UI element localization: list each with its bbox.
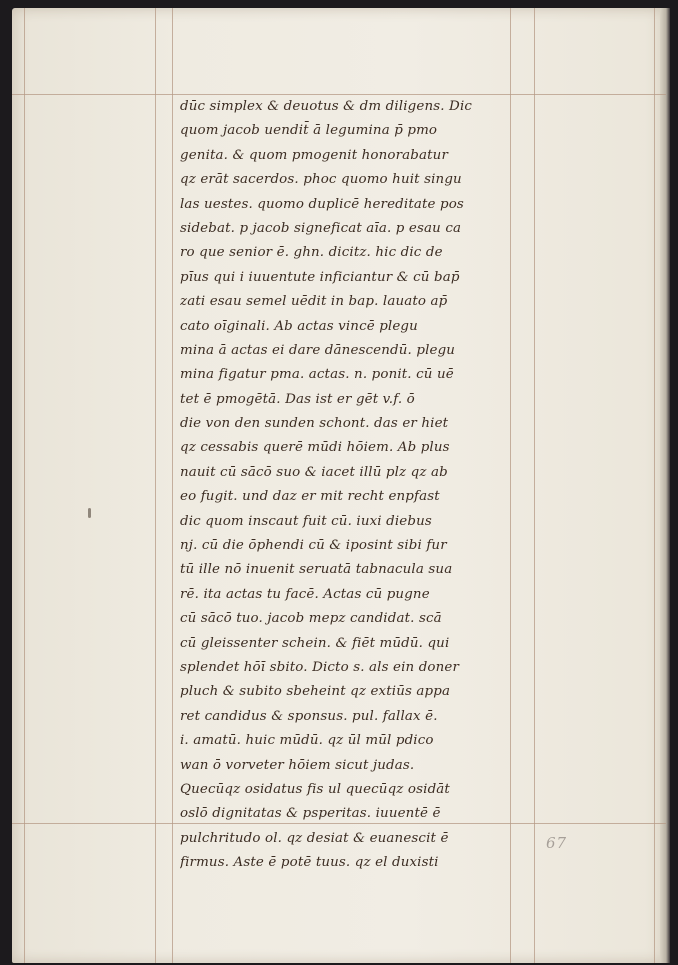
text-line: mina ā actas ei dare dānescendū. plegu	[180, 342, 456, 358]
manuscript-page	[12, 8, 666, 963]
text-line: sidebat. p jacob signeficat aīa. p esau ca	[180, 220, 462, 236]
ruling-text-left	[172, 8, 173, 963]
text-line: tū ille nō inuenit seruatā tabnacula sua	[180, 562, 453, 578]
text-line: rē. ita actas tu facē. Actas cū pugne	[180, 586, 430, 602]
text-line: pulchritudo ol. qz desiat & euanescit ē	[180, 830, 449, 846]
text-line: pīus qui i iuuentute inficiantur & cū bap̄	[180, 269, 460, 285]
text-line: splendet hōī sbito. Dicto s. als ein doner	[180, 659, 460, 675]
ink-mark	[88, 508, 91, 518]
text-line: mina figatur pma. actas. n. ponit. cū uē	[180, 367, 454, 383]
text-line: qz erāt sacerdos. phoc quomo huit singu	[180, 172, 462, 188]
ruling-left-outer	[24, 8, 25, 963]
text-line: quom jacob uendit̄ ā legumina p̄ pmo	[180, 123, 438, 139]
text-line: las uestes. quomo duplicē hereditate pos	[180, 196, 464, 212]
text-line: cato oīginali. Ab actas vincē plegu	[180, 318, 418, 334]
text-line: cū sācō tuo. jacob mepz candidat. scā	[180, 611, 442, 627]
folio-number: 67	[546, 834, 568, 852]
text-line: nj. cū die ōphendi cū & iposint sibi fur	[180, 538, 447, 554]
text-line: ret candidus & sponsus. pul. fallax ē.	[180, 708, 438, 724]
text-line: genita. & quom pmogenit honorabatur	[180, 147, 449, 163]
ruling-right-margin	[534, 8, 535, 963]
ruling-right-outer	[654, 8, 655, 963]
text-line: die von den sunden schont. das er hiet	[180, 416, 449, 432]
text-line: dūc simplex & deuotus & dm diligens. Dic	[180, 99, 473, 114]
text-line: i. amatū. huic mūdū. qz ūl mūl pdico	[180, 733, 434, 749]
text-line: nauit cū sācō suo & iacet illū plz qz ab	[180, 464, 448, 480]
text-line: oslō dignitatas & psperitas. iuuentē ē	[180, 806, 441, 822]
text-line: zati esau semel uēdit in bap. lauato ap̄	[180, 294, 448, 310]
text-line: firmus. Aste ē potē tuus. qz el duxisti	[180, 855, 439, 871]
text-line: ro que senior ē. ghn. dicitz. hic dic de	[180, 245, 443, 261]
page-edge	[660, 8, 670, 963]
ruling-left-margin	[155, 8, 156, 963]
text-line: Quecūqz osidatus fis ul quecūqz osidāt	[180, 781, 450, 797]
text-line: cū gleissenter schein. & fiēt mūdū. qui	[180, 635, 450, 651]
text-line: tet ē pmogētā. Das ist er gēt v.f. ō	[180, 391, 415, 407]
text-line: qz cessabis querē mūdi hōiem. Ab plus	[180, 440, 450, 456]
manuscript-text	[180, 95, 520, 876]
text-line: wan ō vorveter hōiem sicut judas.	[180, 757, 415, 773]
text-line: eo fugit. und daz er mit recht enpfast	[180, 489, 440, 505]
text-line: dic quom inscaut fuit cū. iuxi diebus	[180, 513, 432, 529]
text-line: pluch & subito sbeheint qz extiūs appa	[180, 684, 451, 700]
